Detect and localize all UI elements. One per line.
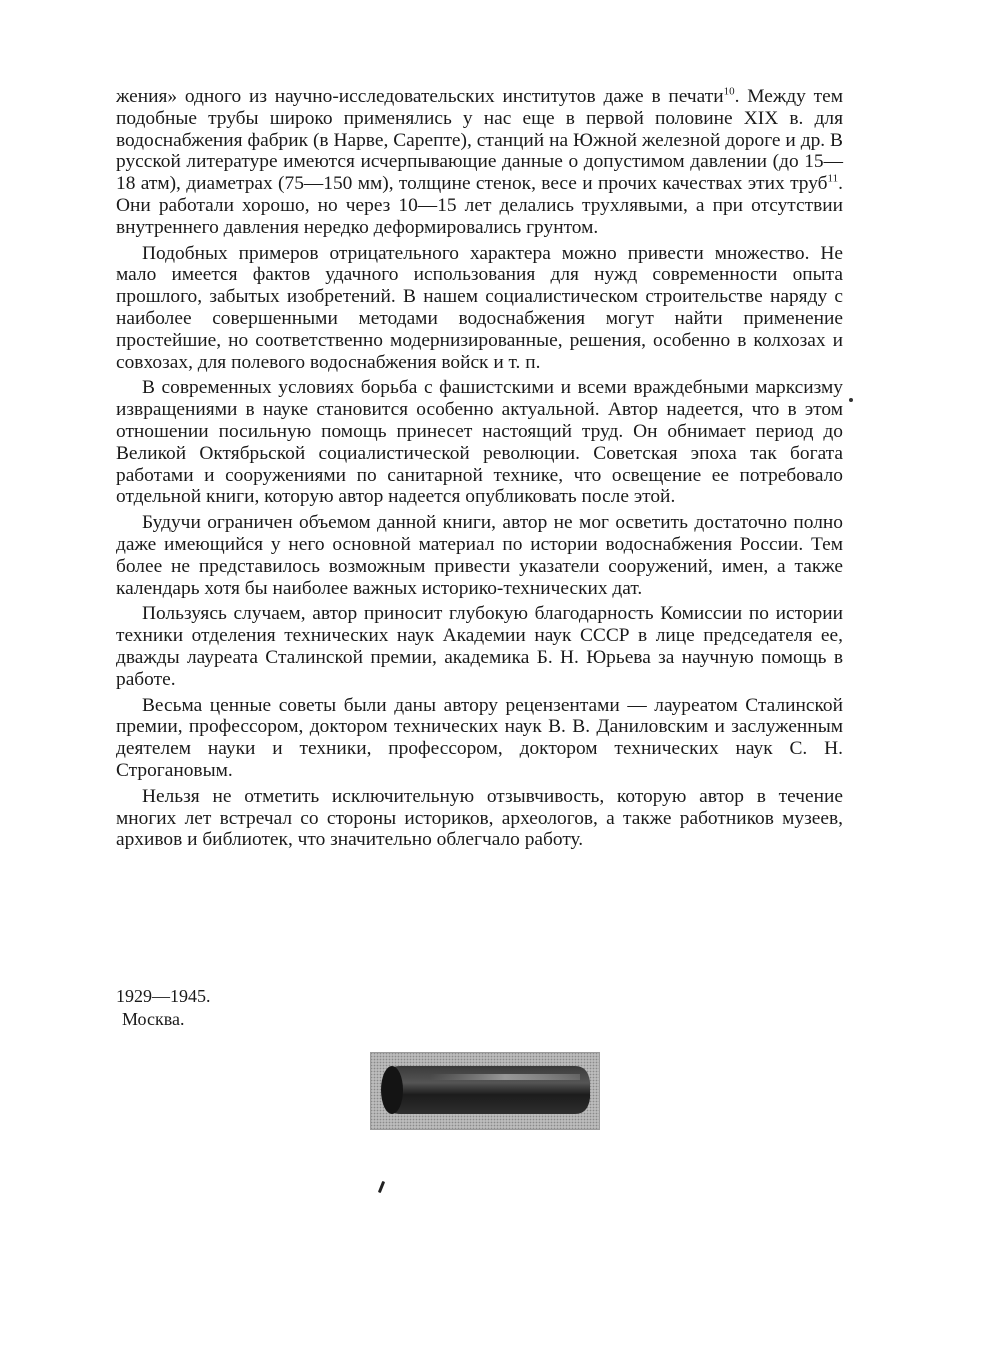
paragraph-6: Весьма ценные советы были даны автору рецензентами — лауреатом Сталинской премии, профессором, доктором технических наук В. В. Даниловским и заслуженным деятелем науки и техники, профессором, доктором технических наук С. Н. Строгановым. xyxy=(116,694,843,781)
paragraph-1-text-end: . Они работали хорошо, но через 10—15 лет делались трухлявыми, а при отсутствии внутреннего давления нередко деформировались грунтом. xyxy=(116,173,843,238)
paragraph-4: Будучи ограничен объемом данной книги, автор не мог осветить достаточно полно даже имеющийся у него основной материал по истории водоснабжения России. Тем более не представилось возможным привести указатели сооружений, имен, а также календарь хотя бы наиболее важных историко-технических дат. xyxy=(116,512,843,599)
stray-mark xyxy=(378,1181,385,1193)
dateline-years: 1929—1945. xyxy=(116,986,211,1006)
paragraph-5: Пользуясь случаем, автор приносит глубокую благодарность Комиссии по истории техники отделения технических наук Академии наук СССР в лице председателя ее, дважды лауреата Сталинской премии, академика Б. Н. Юрьева за научную помощь в работе. xyxy=(116,603,843,690)
pipe-highlight xyxy=(430,1074,580,1080)
paragraph-1-text-cont: . Между тем подобные трубы широко применялись у нас еще в первой половине XIX в. для водоснабжения фабрик (в Нарве, Сарепте), станций на Южной железной дороге и др. В русской литературе имеются исчерпывающие данные о допустимом давлении (до 15—18 атм), диаметрах (75—150 мм), толщине стенок, весе и прочих качествах этих труб xyxy=(116,86,843,195)
dateline xyxy=(116,985,211,1031)
paragraph-1-text: жения» одного из научно-исследовательских институтов даже в печати xyxy=(116,86,724,107)
paragraph-3: В современных условиях борьба с фашистскими и всеми враждебными марксизму извращениями в науке становится особенно актуальной. Автор надеется, что в этом отношении посильную помощь принесет настоящий труд. Он обнимает период до Великой Октябрьской социалистической революции. Советская эпоха так богата работами и сооружениями по санитарной технике, что освещение ее потребовало отдельной книги, которую автор надеется опубликовать после этой. xyxy=(116,377,843,508)
footnote-ref-10: 10 xyxy=(723,85,735,98)
tailpiece-pipe-illustration xyxy=(370,1052,600,1130)
paragraph-2: Подобных примеров отрицательного характера можно привести множество. Не мало имеется фактов удачного использования для нужд современности опыта прошлого, забытых изобретений. В нашем социалистическом строительстве наряду с наиболее совершенными методами водоснабжения могут найти применение простейшие, но соответственно модернизированные, решения, особенно в колхозах и совхозах, для полевого водоснабжения войск и т. п. xyxy=(116,242,843,373)
dateline-place: Москва. xyxy=(122,1009,185,1029)
body-text xyxy=(116,86,843,855)
pipe-end xyxy=(381,1066,403,1114)
margin-dot xyxy=(849,398,853,402)
pipe-body xyxy=(384,1066,590,1114)
footnote-ref-11: 11 xyxy=(827,172,839,185)
paragraph-7: Нельзя не отметить исключительную отзывчивость, которую автор в течение многих лет встречал со стороны историков, археологов, а также работников музеев, архивов и библиотек, что значительно облегчало работу. xyxy=(116,785,843,851)
paragraph-1 xyxy=(116,86,843,239)
